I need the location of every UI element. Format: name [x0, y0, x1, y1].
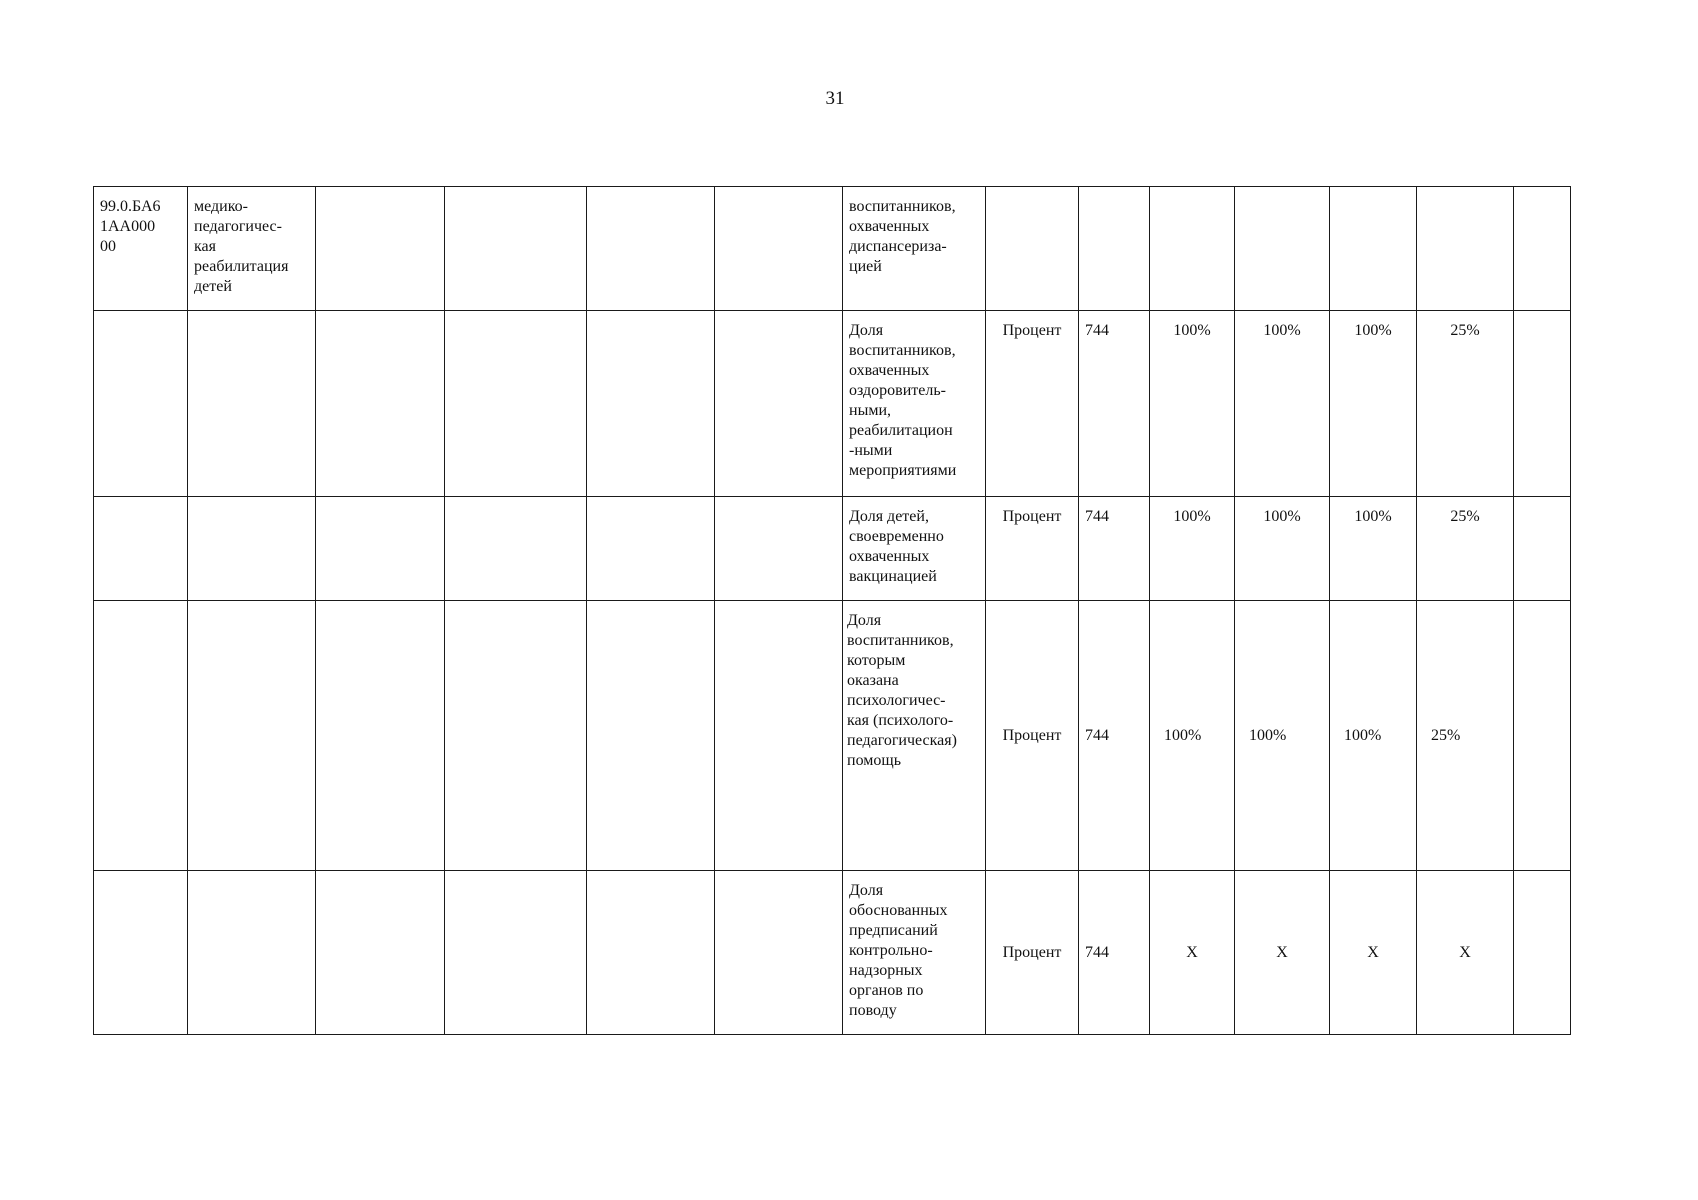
- table-row: [94, 871, 1571, 1035]
- indicator-cell: [843, 601, 986, 871]
- empty-cell: [445, 311, 587, 497]
- value: 100%: [1263, 508, 1301, 525]
- empty-cell: [1514, 497, 1571, 601]
- value: 100%: [1263, 322, 1301, 339]
- value: 25%: [1431, 726, 1461, 744]
- service-code-cell: [94, 497, 188, 601]
- value-cell: [1235, 601, 1330, 871]
- page-number: 31: [825, 88, 845, 109]
- value-cell: [1417, 601, 1514, 871]
- okei-code: 744: [1085, 726, 1109, 744]
- indicator-name: воспитанников, охваченных диспансериза- цией: [849, 198, 956, 275]
- empty-cell: [587, 871, 715, 1035]
- value: X: [1367, 943, 1379, 961]
- indicator-name: Доля воспитанников, охваченных оздоровитель- ными, реабилитацион -ными мероприятиями: [849, 322, 957, 479]
- indicator-cell: [843, 187, 986, 311]
- value: 100%: [1164, 726, 1202, 744]
- empty-cell: [1514, 311, 1571, 497]
- value-cell: [1330, 871, 1417, 1035]
- okei-cell: [1079, 497, 1150, 601]
- empty-cell: [1514, 601, 1571, 871]
- value-cell: [1235, 871, 1330, 1035]
- empty-cell: [715, 187, 843, 311]
- empty-cell: [445, 497, 587, 601]
- empty-cell: [316, 601, 445, 871]
- table-row: [94, 187, 1571, 311]
- service-name-cell: [188, 871, 316, 1035]
- empty-cell: [715, 871, 843, 1035]
- value: X: [1276, 943, 1288, 961]
- okei-code: 744: [1085, 508, 1109, 525]
- service-code-cell: [94, 601, 188, 871]
- table-row: [94, 497, 1571, 601]
- value-cell: [1150, 601, 1235, 871]
- value-cell: [1235, 187, 1330, 311]
- value: 100%: [1173, 322, 1211, 339]
- value-cell: [1417, 187, 1514, 311]
- service-code: 99.0.БА6 1АА000 00: [100, 198, 161, 255]
- empty-cell: [587, 497, 715, 601]
- service-name-cell: [188, 601, 316, 871]
- value: 100%: [1249, 726, 1287, 744]
- service-name-cell: [188, 187, 316, 311]
- unit: Процент: [1002, 943, 1062, 961]
- empty-cell: [1514, 871, 1571, 1035]
- empty-cell: [316, 187, 445, 311]
- indicator-cell: [843, 311, 986, 497]
- value-cell: [1150, 187, 1235, 311]
- service-code-cell: [94, 871, 188, 1035]
- unit-cell: [986, 187, 1079, 311]
- empty-cell: [316, 311, 445, 497]
- okei-cell: [1079, 187, 1150, 311]
- empty-cell: [316, 497, 445, 601]
- value-cell: [1150, 311, 1235, 497]
- value-cell: [1150, 871, 1235, 1035]
- value-cell: [1330, 187, 1417, 311]
- value: 100%: [1354, 508, 1392, 525]
- value-cell: [1330, 497, 1417, 601]
- empty-cell: [587, 311, 715, 497]
- okei-cell: [1079, 871, 1150, 1035]
- okei-cell: [1079, 601, 1150, 871]
- value: X: [1459, 943, 1471, 961]
- empty-cell: [715, 601, 843, 871]
- service-code-cell: [94, 311, 188, 497]
- service-quality-table: [93, 186, 1571, 1035]
- table-row: [94, 311, 1571, 497]
- service-name: медико- педагогичес- кая реабилитация детей: [194, 198, 289, 295]
- okei-cell: [1079, 311, 1150, 497]
- value-cell: [1330, 601, 1417, 871]
- empty-cell: [445, 871, 587, 1035]
- unit-cell: [986, 871, 1079, 1035]
- empty-cell: [445, 187, 587, 311]
- empty-cell: [445, 601, 587, 871]
- value-cell: [1235, 311, 1330, 497]
- service-code-cell: [94, 187, 188, 311]
- value-cell: [1150, 497, 1235, 601]
- unit-cell: [986, 311, 1079, 497]
- value: 25%: [1450, 322, 1480, 339]
- empty-cell: [715, 497, 843, 601]
- value: 100%: [1354, 322, 1392, 339]
- value-cell: [1417, 497, 1514, 601]
- value-cell: [1235, 497, 1330, 601]
- table-row: [94, 601, 1571, 871]
- unit: Процент: [1002, 508, 1062, 525]
- okei-code: 744: [1085, 322, 1109, 339]
- value-cell: [1330, 311, 1417, 497]
- okei-code: 744: [1085, 943, 1109, 961]
- empty-cell: [715, 311, 843, 497]
- indicator-name: Доля детей, своевременно охваченных вакцинацией: [849, 508, 944, 585]
- unit-cell: [986, 601, 1079, 871]
- value: 25%: [1450, 508, 1480, 525]
- indicator-cell: [843, 497, 986, 601]
- service-name-cell: [188, 311, 316, 497]
- empty-cell: [587, 187, 715, 311]
- unit: Процент: [1002, 322, 1062, 339]
- value: 100%: [1344, 726, 1382, 744]
- unit: Процент: [1002, 726, 1062, 744]
- value: 100%: [1173, 508, 1211, 525]
- indicator-cell: [843, 871, 986, 1035]
- indicator-name: Доля воспитанников, которым оказана психологичес- кая (психолого- педагогическая) помощь: [847, 612, 957, 769]
- value: X: [1186, 943, 1198, 961]
- value-cell: [1417, 871, 1514, 1035]
- empty-cell: [1514, 187, 1571, 311]
- service-name-cell: [188, 497, 316, 601]
- empty-cell: [587, 601, 715, 871]
- unit-cell: [986, 497, 1079, 601]
- empty-cell: [316, 871, 445, 1035]
- value-cell: [1417, 311, 1514, 497]
- indicator-name: Доля обоснованных предписаний контрольно- надзорных органов по поводу: [849, 882, 948, 1019]
